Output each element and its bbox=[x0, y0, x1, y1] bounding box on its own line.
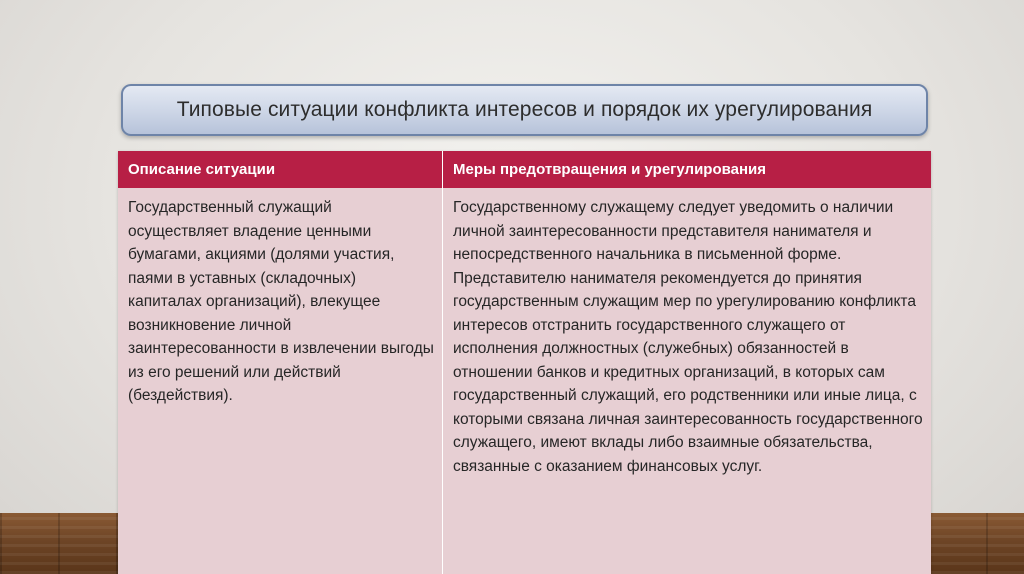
measures-text: Государственному служащему следует уведомить о наличии личной заинтересованности представителя нанимателя и непосредственного начальника в письменной форме. Представителю нанимателя рекомендуется до принятия государственным служащим мер по урегулированию конфликта интересов отстранить государственного служащего от исполнения должностных (служебных) обязанностей в отношении банков и кредитных организаций, в которых сам государственный служащий, его родственники или иные лица, с которыми связана личная заинтересованность государственного служащего, имеют вклады либо взаимные обязательства, связанные с оказанием финансовых услуг. bbox=[453, 199, 923, 475]
header-situation: Описание ситуации bbox=[118, 151, 443, 188]
slide-title-box bbox=[121, 84, 928, 136]
slide-title: Типовые ситуации конфликта интересов и порядок их урегулирования bbox=[176, 98, 873, 121]
conflict-table bbox=[118, 151, 931, 574]
table-header-row bbox=[118, 151, 931, 188]
header-measures: Меры предотвращения и урегулирования bbox=[453, 161, 767, 178]
table-row bbox=[118, 188, 931, 574]
cell-measures bbox=[443, 188, 931, 574]
cell-situation bbox=[118, 188, 443, 574]
situation-text: Государственный служащий осуществляет владение ценными бумагами, акциями (долями участия, паями в уставных (складочных) капиталах организаций), влекущее возникновение личной заинтересованности в извлечении выгоды из его решений или действий (бездействия). bbox=[128, 199, 434, 404]
